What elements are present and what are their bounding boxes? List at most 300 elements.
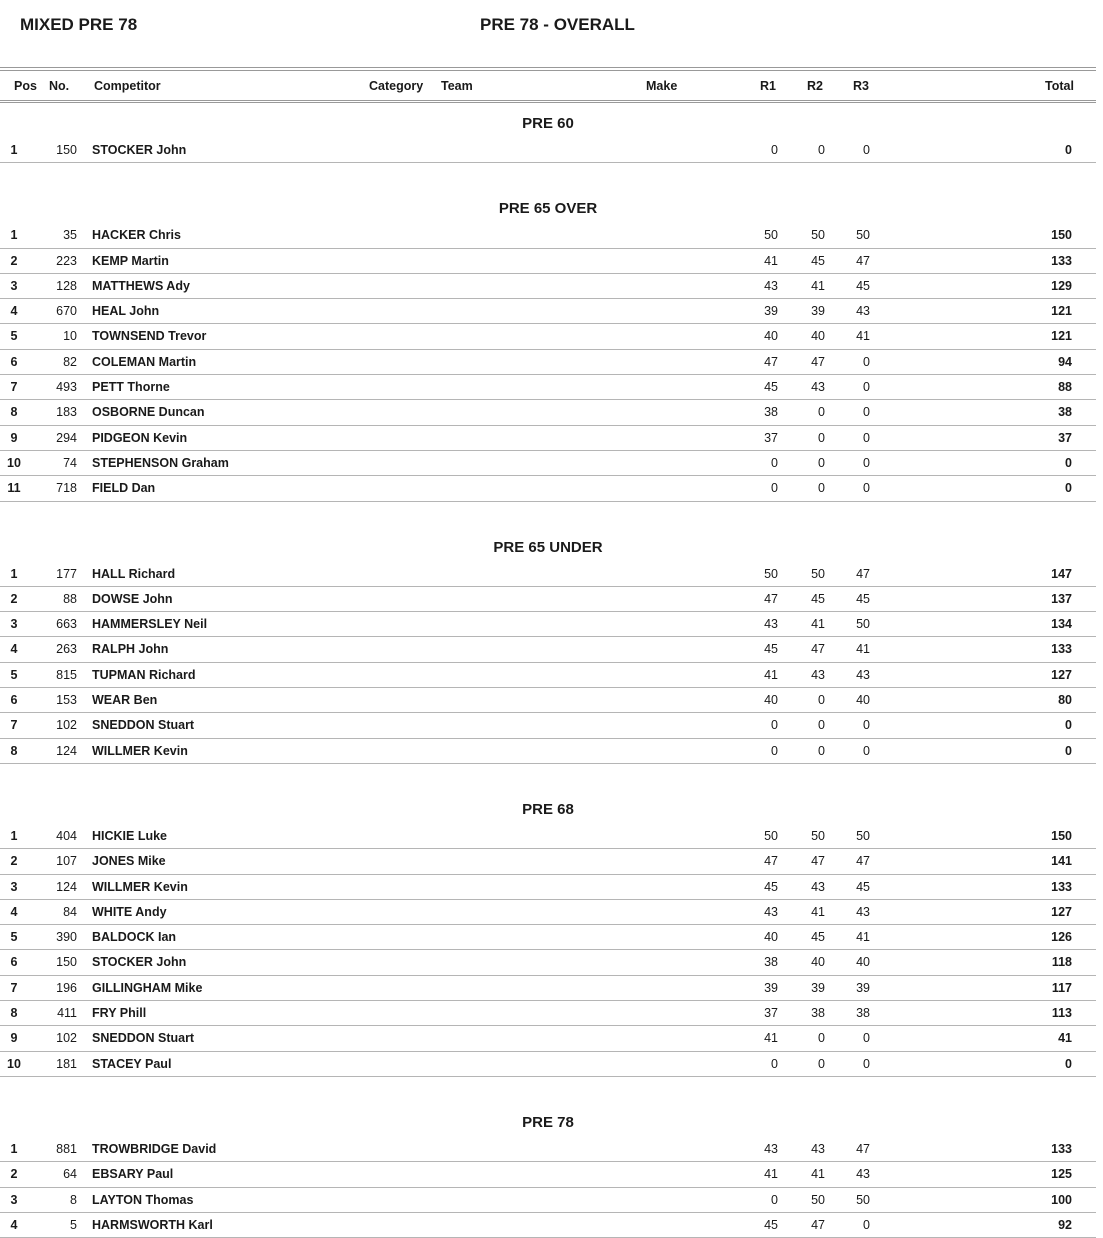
r3-cell: 0 [863, 143, 870, 157]
table-row [0, 274, 1096, 299]
table-row [0, 324, 1096, 349]
number-cell: 102 [56, 718, 77, 733]
r1-cell: 40 [764, 693, 778, 708]
pos-cell: 7 [10, 980, 18, 995]
table-row [0, 451, 1096, 476]
r3-cell: 47 [856, 854, 870, 869]
section-title: PRE 68 [522, 800, 574, 818]
number-cell: 177 [56, 566, 77, 581]
number-cell: 128 [56, 278, 77, 293]
r2-cell: 50 [811, 228, 825, 243]
results-section [0, 786, 1096, 1099]
r2-cell: 43 [811, 879, 825, 894]
pos-cell: 6 [10, 955, 18, 970]
r1-cell: 43 [764, 904, 778, 919]
pos-cell: 4 [10, 642, 18, 657]
table-row [0, 587, 1096, 612]
table-row [0, 375, 1096, 400]
table-row [0, 1052, 1096, 1077]
number-cell: 718 [56, 481, 77, 496]
pos-cell: 3 [10, 617, 18, 632]
number-cell: 64 [63, 1167, 77, 1182]
pos-cell: 6 [10, 354, 18, 369]
number-cell: 35 [63, 228, 77, 243]
r2-cell: 0 [818, 455, 825, 470]
results-section [0, 524, 1096, 786]
col-r1: R1 [760, 79, 776, 93]
table-row [0, 1162, 1096, 1187]
r3-cell: 0 [863, 481, 870, 496]
results-section [0, 100, 1096, 185]
number-cell: 815 [56, 667, 77, 682]
competitor-cell: HAMMERSLEY Neil [92, 617, 208, 632]
total-cell: 41 [1058, 1031, 1072, 1046]
r3-cell: 0 [863, 354, 870, 369]
r1-cell: 45 [764, 380, 778, 395]
section-spacer [0, 502, 1096, 524]
competitor-cell: STEPHENSON Graham [92, 455, 229, 470]
table-row [0, 849, 1096, 874]
pos-cell: 1 [10, 143, 18, 157]
number-cell: 84 [63, 904, 77, 919]
r2-cell: 41 [811, 617, 825, 632]
r1-cell: 43 [764, 1141, 778, 1156]
competitor-cell: LAYTON Thomas [92, 1192, 194, 1207]
r3-cell: 45 [856, 879, 870, 894]
r3-cell: 0 [863, 430, 870, 445]
pos-cell: 4 [10, 1217, 18, 1232]
total-cell: 134 [1051, 617, 1072, 632]
col-r3: R3 [853, 79, 869, 93]
number-cell: 183 [56, 405, 77, 420]
competitor-cell: TOWNSEND Trevor [92, 329, 207, 344]
table-row [0, 1188, 1096, 1213]
number-cell: 670 [56, 304, 77, 319]
r2-cell: 0 [818, 693, 825, 708]
table-row [0, 223, 1096, 248]
r3-cell: 0 [863, 1031, 870, 1046]
competitor-cell: TROWBRIDGE David [92, 1141, 217, 1156]
number-cell: 411 [57, 1006, 77, 1021]
competitor-cell: PIDGEON Kevin [92, 430, 188, 445]
total-cell: 100 [1051, 1192, 1072, 1207]
number-cell: 153 [56, 693, 77, 708]
r2-cell: 50 [811, 1192, 825, 1207]
table-row [0, 400, 1096, 425]
r2-cell: 0 [818, 743, 825, 758]
competitor-cell: STACEY Paul [92, 1056, 172, 1071]
competitor-cell: FIELD Dan [92, 481, 156, 496]
r3-cell: 40 [856, 693, 870, 708]
competitor-cell: HARMSWORTH Karl [92, 1217, 213, 1232]
r1-cell: 37 [764, 430, 778, 445]
r2-cell: 45 [811, 591, 825, 606]
competitor-cell: MATTHEWS Ady [92, 278, 190, 293]
competitor-cell: GILLINGHAM Mike [92, 980, 203, 995]
results-table [0, 100, 1096, 1238]
competitor-cell: HICKIE Luke [92, 828, 168, 843]
r3-cell: 50 [856, 617, 870, 632]
r1-cell: 45 [764, 879, 778, 894]
total-cell: 141 [1051, 854, 1072, 869]
r3-cell: 45 [856, 278, 870, 293]
table-row [0, 476, 1096, 501]
results-title: PRE 78 - OVERALL [480, 15, 635, 34]
competitor-cell: KEMP Martin [92, 253, 169, 268]
r3-cell: 40 [856, 955, 870, 970]
pos-cell: 8 [10, 405, 18, 420]
r1-cell: 45 [764, 1217, 778, 1232]
r2-cell: 47 [811, 854, 825, 869]
r1-cell: 50 [764, 566, 778, 581]
total-cell: 80 [1058, 693, 1072, 708]
total-cell: 0 [1065, 143, 1072, 157]
pos-cell: 5 [10, 930, 18, 945]
r1-cell: 0 [771, 143, 778, 157]
pos-cell: 8 [10, 1006, 18, 1021]
r2-cell: 41 [811, 1167, 825, 1182]
table-row [0, 426, 1096, 451]
r3-cell: 0 [863, 1056, 870, 1071]
r2-cell: 0 [818, 405, 825, 420]
r3-cell: 43 [856, 304, 870, 319]
pos-cell: 2 [10, 253, 18, 268]
competitor-cell: STOCKER John [92, 143, 187, 157]
r2-cell: 43 [811, 667, 825, 682]
table-row [0, 1213, 1096, 1238]
r1-cell: 50 [764, 828, 778, 843]
r1-cell: 41 [764, 253, 778, 268]
total-cell: 133 [1051, 642, 1072, 657]
pos-cell: 8 [10, 743, 18, 758]
table-row [0, 900, 1096, 925]
r3-cell: 43 [856, 667, 870, 682]
number-cell: 493 [56, 380, 77, 395]
col-make: Make [646, 79, 678, 93]
r1-cell: 43 [764, 278, 778, 293]
r1-cell: 47 [764, 354, 778, 369]
total-cell: 133 [1051, 879, 1072, 894]
pos-cell: 9 [10, 430, 18, 445]
r3-cell: 47 [856, 1141, 870, 1156]
table-row [0, 688, 1096, 713]
table-row [0, 925, 1096, 950]
r3-cell: 41 [856, 642, 870, 657]
total-cell: 0 [1065, 743, 1072, 758]
pos-cell: 4 [10, 304, 18, 319]
competitor-cell: EBSARY Paul [92, 1167, 174, 1182]
r2-cell: 47 [811, 1217, 825, 1232]
total-cell: 150 [1051, 828, 1072, 843]
number-cell: 263 [56, 642, 77, 657]
r1-cell: 47 [764, 854, 778, 869]
number-cell: 82 [63, 354, 77, 369]
competitor-cell: RALPH John [92, 642, 169, 657]
r1-cell: 0 [771, 1192, 778, 1207]
table-row [0, 976, 1096, 1001]
table-row [0, 138, 1096, 163]
event-title: MIXED PRE 78 [20, 15, 138, 34]
competitor-cell: SNEDDON Stuart [92, 1031, 195, 1046]
competitor-cell: JONES Mike [92, 854, 166, 869]
r3-cell: 45 [856, 591, 870, 606]
r1-cell: 41 [764, 1167, 778, 1182]
number-cell: 124 [56, 879, 77, 894]
r2-cell: 0 [818, 1056, 825, 1071]
pos-cell: 2 [10, 1167, 18, 1182]
section-title: PRE 65 UNDER [493, 538, 603, 556]
r2-cell: 41 [811, 278, 825, 293]
table-row [0, 562, 1096, 587]
r1-cell: 39 [764, 304, 778, 319]
r3-cell: 39 [856, 980, 870, 995]
r2-cell: 39 [811, 304, 825, 319]
total-cell: 113 [1051, 1006, 1072, 1021]
total-cell: 117 [1051, 980, 1072, 995]
r3-cell: 50 [856, 228, 870, 243]
competitor-cell: SNEDDON Stuart [92, 718, 195, 733]
r1-cell: 0 [771, 1056, 778, 1071]
competitor-cell: PETT Thorne [92, 380, 170, 395]
r1-cell: 0 [771, 718, 778, 733]
r1-cell: 38 [764, 955, 778, 970]
pos-cell: 1 [10, 566, 18, 581]
header-rule-top-2 [0, 70, 1096, 71]
number-cell: 124 [56, 743, 77, 758]
number-cell: 74 [63, 455, 77, 470]
col-pos: Pos [14, 79, 37, 93]
pos-cell: 9 [10, 1031, 18, 1046]
competitor-cell: COLEMAN Martin [92, 354, 197, 369]
number-cell: 223 [56, 253, 77, 268]
table-row [0, 824, 1096, 849]
r3-cell: 41 [856, 930, 870, 945]
r3-cell: 50 [856, 1192, 870, 1207]
competitor-cell: WILLMER Kevin [92, 743, 188, 758]
competitor-cell: STOCKER John [92, 955, 187, 970]
total-cell: 94 [1058, 354, 1072, 369]
total-cell: 0 [1065, 1056, 1072, 1071]
table-row [0, 299, 1096, 324]
pos-cell: 2 [10, 591, 18, 606]
number-cell: 196 [56, 980, 77, 995]
pos-cell: 3 [10, 1192, 18, 1207]
r2-cell: 50 [811, 828, 825, 843]
table-row [0, 1001, 1096, 1026]
table-row [0, 713, 1096, 738]
pos-cell: 2 [10, 854, 18, 869]
number-cell: 88 [63, 591, 77, 606]
r1-cell: 40 [764, 930, 778, 945]
number-cell: 150 [56, 955, 77, 970]
section-title: PRE 78 [522, 1113, 574, 1131]
competitor-cell: OSBORNE Duncan [92, 405, 205, 420]
table-row [0, 663, 1096, 688]
total-cell: 127 [1051, 667, 1072, 682]
r2-cell: 43 [811, 380, 825, 395]
table-row [0, 739, 1096, 764]
competitor-cell: FRY Phill [92, 1006, 147, 1021]
total-cell: 126 [1051, 930, 1072, 945]
number-cell: 294 [56, 430, 77, 445]
number-cell: 8 [70, 1192, 77, 1207]
r2-cell: 45 [811, 930, 825, 945]
table-row [0, 249, 1096, 274]
r1-cell: 38 [764, 405, 778, 420]
r2-cell: 38 [811, 1006, 825, 1021]
col-category: Category [369, 79, 424, 93]
pos-cell: 10 [7, 455, 21, 470]
competitor-cell: HEAL John [92, 304, 160, 319]
section-title: PRE 60 [522, 115, 574, 132]
total-cell: 150 [1051, 228, 1072, 243]
total-cell: 137 [1051, 591, 1072, 606]
r3-cell: 43 [856, 1167, 870, 1182]
r2-cell: 0 [818, 1031, 825, 1046]
r1-cell: 39 [764, 980, 778, 995]
pos-cell: 11 [7, 481, 21, 496]
total-cell: 38 [1058, 405, 1072, 420]
r3-cell: 47 [856, 566, 870, 581]
r3-cell: 41 [856, 329, 870, 344]
r2-cell: 0 [818, 718, 825, 733]
results-section [0, 1099, 1096, 1238]
header-rule-top [0, 67, 1096, 68]
table-row [0, 350, 1096, 375]
section-spacer [0, 764, 1096, 786]
section-spacer [0, 1077, 1096, 1099]
r2-cell: 41 [811, 904, 825, 919]
column-header-row [0, 72, 1096, 100]
total-cell: 133 [1051, 253, 1072, 268]
total-cell: 92 [1058, 1217, 1072, 1232]
competitor-cell: WHITE Andy [92, 904, 167, 919]
number-cell: 663 [56, 617, 77, 632]
total-cell: 129 [1051, 278, 1072, 293]
results-section [0, 185, 1096, 523]
r3-cell: 0 [863, 1217, 870, 1232]
number-cell: 5 [70, 1217, 77, 1232]
total-cell: 88 [1058, 380, 1072, 395]
r2-cell: 43 [811, 1141, 825, 1156]
col-competitor: Competitor [94, 79, 161, 93]
total-cell: 121 [1051, 304, 1072, 319]
total-cell: 0 [1065, 718, 1072, 733]
competitor-cell: WEAR Ben [92, 693, 158, 708]
r1-cell: 41 [764, 1031, 778, 1046]
r3-cell: 38 [856, 1006, 870, 1021]
number-cell: 404 [56, 828, 77, 843]
competitor-cell: HACKER Chris [92, 228, 181, 243]
r3-cell: 47 [856, 253, 870, 268]
pos-cell: 4 [10, 904, 18, 919]
total-cell: 0 [1065, 455, 1072, 470]
r1-cell: 37 [764, 1006, 778, 1021]
table-row [0, 950, 1096, 975]
pos-cell: 1 [10, 228, 18, 243]
col-team: Team [441, 79, 473, 93]
total-cell: 125 [1051, 1167, 1072, 1182]
pos-cell: 3 [10, 879, 18, 894]
total-cell: 0 [1065, 481, 1072, 496]
table-row [0, 1137, 1096, 1162]
r3-cell: 0 [863, 380, 870, 395]
pos-cell: 7 [10, 718, 18, 733]
r1-cell: 41 [764, 667, 778, 682]
total-cell: 121 [1051, 329, 1072, 344]
r1-cell: 47 [764, 591, 778, 606]
competitor-cell: BALDOCK Ian [92, 930, 177, 945]
r1-cell: 43 [764, 617, 778, 632]
r3-cell: 50 [856, 828, 870, 843]
number-cell: 881 [56, 1141, 77, 1156]
r1-cell: 40 [764, 329, 778, 344]
pos-cell: 10 [7, 1056, 21, 1071]
pos-cell: 5 [10, 329, 18, 344]
col-no: No. [49, 79, 70, 93]
competitor-cell: TUPMAN Richard [92, 667, 196, 682]
pos-cell: 1 [10, 828, 18, 843]
r3-cell: 0 [863, 405, 870, 420]
col-r2: R2 [807, 79, 823, 93]
number-cell: 107 [56, 854, 77, 869]
number-cell: 181 [56, 1056, 77, 1071]
pos-cell: 7 [10, 380, 18, 395]
r2-cell: 0 [818, 143, 825, 157]
competitor-cell: HALL Richard [92, 566, 176, 581]
col-total: Total [1045, 79, 1074, 93]
r3-cell: 43 [856, 904, 870, 919]
r2-cell: 40 [811, 955, 825, 970]
number-cell: 102 [56, 1031, 77, 1046]
r1-cell: 45 [764, 642, 778, 657]
total-cell: 118 [1051, 955, 1072, 970]
r2-cell: 0 [818, 481, 825, 496]
table-row [0, 612, 1096, 637]
r2-cell: 45 [811, 253, 825, 268]
pos-cell: 3 [10, 278, 18, 293]
total-cell: 127 [1051, 904, 1072, 919]
r2-cell: 0 [818, 430, 825, 445]
number-cell: 390 [56, 930, 77, 945]
pos-cell: 1 [10, 1141, 18, 1156]
table-row [0, 1026, 1096, 1051]
r1-cell: 0 [771, 481, 778, 496]
total-cell: 147 [1051, 566, 1072, 581]
section-spacer [0, 163, 1096, 185]
r2-cell: 50 [811, 566, 825, 581]
section-title: PRE 65 OVER [498, 200, 598, 218]
pos-cell: 6 [10, 693, 18, 708]
r2-cell: 47 [811, 354, 825, 369]
table-row [0, 637, 1096, 662]
r2-cell: 47 [811, 642, 825, 657]
total-cell: 37 [1058, 430, 1072, 445]
r3-cell: 0 [863, 455, 870, 470]
number-cell: 150 [56, 143, 77, 157]
number-cell: 10 [63, 329, 77, 344]
r1-cell: 50 [764, 228, 778, 243]
competitor-cell: WILLMER Kevin [92, 879, 188, 894]
competitor-cell: DOWSE John [92, 591, 173, 606]
r1-cell: 0 [771, 455, 778, 470]
table-row [0, 875, 1096, 900]
r3-cell: 0 [863, 718, 870, 733]
r2-cell: 40 [811, 329, 825, 344]
total-cell: 133 [1051, 1141, 1072, 1156]
r1-cell: 0 [771, 743, 778, 758]
r2-cell: 39 [811, 980, 825, 995]
